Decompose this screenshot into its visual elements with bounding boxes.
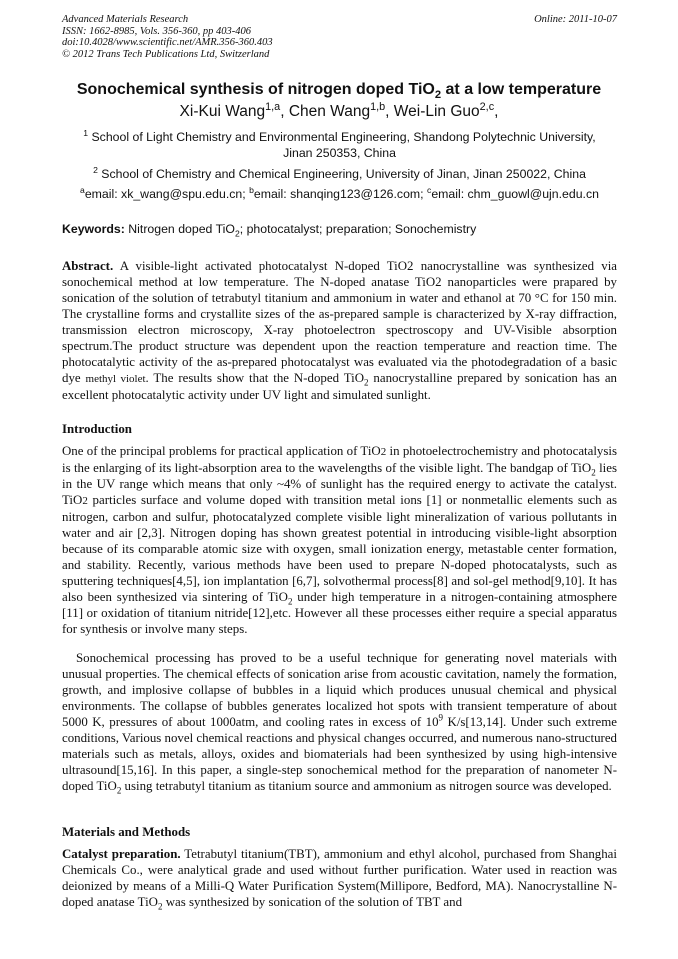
author-1: Xi-Kui Wang [179, 103, 266, 120]
author-list: Xi-Kui Wang$^{1,a}$, Chen Wang$^{1,b}$, Wei-Lin Guo$^{2,c}$, [179, 100, 499, 120]
author-3: , Wei-Lin Guo [385, 103, 480, 120]
copyright-line: © 2012 Trans Tech Publications Ltd, Switzerland [62, 48, 270, 60]
keywords-label: Keywords: [62, 222, 125, 236]
abstract-label: Abstract. [62, 259, 114, 273]
doi-line[interactable]: doi:10.4028/www.scientific.net/AMR.356-360.403 [62, 37, 273, 48]
journal-header [62, 14, 617, 60]
abstract-paragraph: Abstract. A visible-light activated photocatalyst N-doped TiO2 nanocrystalline was synthesized via sonochemical method at low temperature. The N-doped anatase TiO2 nanoparticles were prapared by sonication of the solution of tetrabutyl titanium and ammonium in water and ethanol at 70 °C for 150 min. The crystalline forms and crystallite sizes of the as-prepared sample is characterized by X-ray diffraction, transmission electron microscopy, X-ray photoelectron spectroscopy and UV-Visible absorption spectrum.The product structure was dependent upon the reaction temperature and reaction time. The photocatalytic activity of the as-prepared photocatalyst was evaluated via the photodegradation of a basic dye methyl violet. The results show that the N-doped TiO$_2$ nanocrystalline prepared by sonication has an excellent photocatalytic activity under UV light and simulated sunlight. [62, 259, 617, 402]
introduction-paragraph-2: Sonochemical processing has proved to be a useful technique for generating novel materials with unusual properties. The chemical effects of sonication arise from acoustic cavitation, namely the formation, growth, and implosive collapse of bubbles in a liquid which produces unusual chemical and physical environments. The collapse of bubbles generates localized hot spots with transient temperature of about 5000 K, pressures of about 1000atm, and cooling rates in excess of $10^9$ K/s[13,14]. Under such extreme conditions, Various novel chemical reactions and physical changes occurred, and numerous nano-structured materials such as metals, alloys, oxides and biomaterials had been synthesized by using high-intensive ultrasound[15,16]. In this paper, a single-step sonochemical method for the preparation of nanometer N-doped TiO$_2$ using tetrabutyl titanium as titanium source and ammonium as nitrogen source was developed. [62, 651, 617, 796]
online-date: Online: 2011-10-07 [534, 14, 617, 25]
catalyst-preparation-label: Catalyst preparation. [62, 847, 181, 861]
affiliation-2: $^2$ School of Chemistry and Chemical Engineering, University of Jinan, Jinan 250022, China [93, 164, 586, 181]
methods-paragraph: Catalyst preparation. Tetrabutyl titanium(TBT), ammonium and ethyl alcohol, purchased from Shanghai Chemicals Co., were analytical grade and used without further purification. Water used in reaction was deionized by means of a Milli-Q Water Purification System(Millipore, Bedford, MA). Nanocrystalline N-doped anatase TiO$_2$ was synthesized by sonication of the solution of TBT and [62, 847, 617, 912]
introduction-heading: Introduction [62, 422, 132, 436]
email-c[interactable]: email: chm_guowl@ujn.edu.cn [431, 187, 599, 201]
paper-title: Sonochemical synthesis of nitrogen doped TiO$_2$ at a low temperature [76, 81, 602, 102]
affiliation-1: $^1$ School of Light Chemistry and Environmental Engineering, Shandong Polytechnic University, Jinan 250353, China [83, 127, 596, 160]
methods-heading: Materials and Methods [62, 825, 191, 839]
email-b[interactable]: email: shanqing123@126.com; [253, 187, 427, 201]
author-2: , Chen Wang [280, 103, 371, 120]
keywords-line: Keywords: Nitrogen doped TiO$_2$; photocatalyst; preparation; Sonochemistry [62, 222, 477, 239]
email-a[interactable]: email: xk_wang@spu.edu.cn; [84, 187, 250, 201]
journal-name: Advanced Materials Research [62, 14, 189, 25]
introduction-paragraph-1: One of the principal problems for practical application of TiO2 in photoelectrochemistry and photocatalysis is the enlarging of its light-absorption area to the wavelengths of the visible light. The bandgap of TiO$_2$ lies in the UV range which means that only ~4% of sunlight has the required energy to activate the catalyst. TiO2 particles surface and volume doped with transition metal ions [1] or nonmetallic elements such as nitrogen, carbon and sulfur, photocatalyzed complete visible light mineralization of various pollutants in water and air [2,3]. Nitrogen doping has shown greatest potential in introducing visible-light absorption because of its comparable atomic size with oxygen, small ionization energy, metastable center formation, and stability. Recently, various methods have been used to prepare N-doped photocatalysts, such as sputtering techniques[4,5], ion implantation [6,7], solvothermal process[8] and sol-gel method[9,10]. It has also been synthesized via sintering of TiO$_2$ under high temperature in a nitrogen-containing atmosphere [11] or oxidation of titanium nitride[12],etc. However all these processes either require a special apparatus for synthesis or involve many steps. [62, 444, 617, 636]
issn-line: ISSN: 1662-8985, Vols. 356-360, pp 403-406 [62, 25, 251, 37]
author-emails: $^a$email: xk_wang@spu.edu.cn; $^b$email: shanqing123@126.com; $^c$email: chm_guowl@ujn.edu.cn [80, 184, 599, 201]
